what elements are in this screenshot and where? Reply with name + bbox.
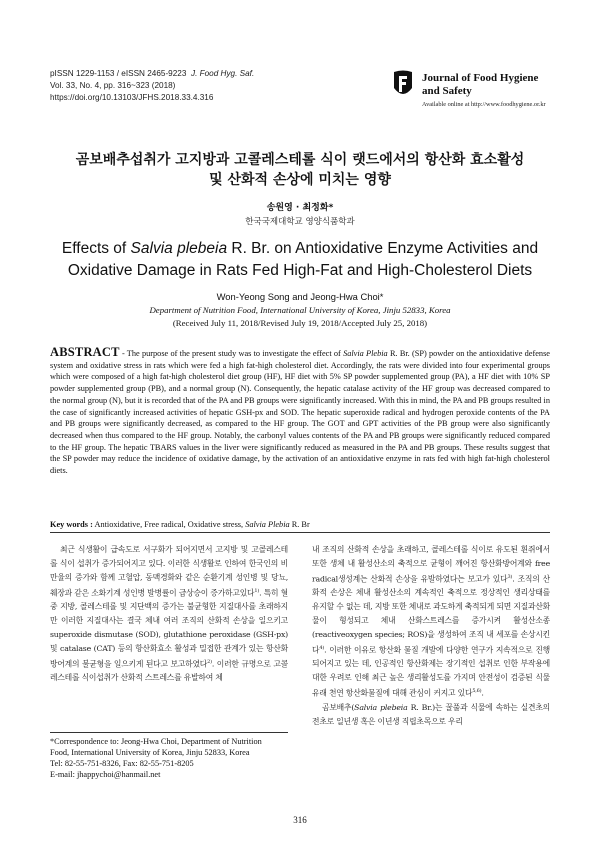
body-paragraph: 내 조직의 산화적 손상을 초래하고, 콜레스테롤 식이로 유도된 흰쥐에서 또한 생체 내 활성산소의 축적으로 균형이 깨어진 항산화방어계와 free radical생성계는 산화적 손상을 유발하였다는 보고가 있다$^{3)}$. 조직의 산화적 손상은 체내 활성산소의 계속적인 축적으로 정상적인 생리상태를 유지할 수 없는 데, 지방 또한 체내로 과도하게 축적되게 되면 지질과산화물이 형성되고 체내 산화스트레스를 증가시켜 활성산소종(reactiveoxygen species; ROS)을 생성하여 조직 내 세포를 손상시킨다$^{4)}$. 이러한 이유로 항산화 물질 개발에 다양한 연구가 지속적으로 진행되어지고 있는 데, 인공적인 항산화제는 장기적인 섭취로 인한 부작용에 대한 우려로 인해 최근 높은 생리활성도를 가지며 안전성이 검증된 식물 유래 천연 항산화물질에 대해 관심이 커지고 있다$^{5,6)}$. (312, 545, 550, 698)
running-header (50, 68, 254, 104)
received-dates: (Received July 11, 2018/Revised July 19, 2018/Accepted July 25, 2018) (172, 318, 428, 328)
abstract-label: ABSTRACT (50, 345, 120, 359)
english-affiliation: Department of Nutrition Food, International University of Korea, Jinju 52833, Korea (149, 305, 451, 315)
footnote-divider (50, 732, 288, 733)
body-column-left (50, 543, 288, 685)
page-number: 316 (293, 815, 307, 825)
keywords: Key words : Antioxidative, Free radical, Oxidative stress, Salvia Plebia R. Br (50, 520, 310, 529)
issn: pISSN 1229-1153 / eISSN 2465-9223 (50, 69, 187, 78)
section-divider (50, 532, 550, 533)
body-column-right (312, 543, 550, 729)
english-authors: Won-Yeong Song and Jeong-Hwa Choi* (216, 291, 384, 302)
journal-logo (392, 70, 414, 100)
volume-info: Vol. 33, No. 4, pp. 316~323 (2018) (50, 81, 176, 90)
keywords-label: Key words : (50, 520, 93, 529)
email-link[interactable]: E-mail: jhappychoi@hanmail.net (50, 770, 161, 779)
korean-affiliation: 한국국제대학교 영양식품학과 (245, 217, 355, 227)
korean-authors: 송원영 · 최정화* (266, 203, 334, 213)
english-title-line2: Oxidative Damage in Rats Fed High-Fat and High-Cholesterol Diets (67, 262, 533, 279)
journal-name: Journal of Food Hygiene and Safety (422, 72, 539, 97)
body-paragraph: 최근 식생활이 급속도로 서구화가 되어지면서 고지방 및 고콜레스테롤 식이 섭취가 증가되어지고 있다. 이러한 식생활로 인하여 한국인의 비만율의 증가와 함께 고혈압, 동맥경화와 같은 순환기계 성인병 및 당뇨, 췌장과 같은 소화기계 성인병 발병률이 급상승이 증가하고있다$^{1)}$. 특히 혈중 지방, 콜레스테롤 및 지단백의 증가는 불균형한 지질대사를 초래하지만 이러한 지질대사는 결국 체내 여러 조직의 산화적 손상을 일으키고 superoxide dismutase (SOD), glutathione peroxidase (GSH-px) 및 catalase (CAT) 등의 항산화효소 활성과 밀접한 관계가 있는 항산화방어계의 불균형을 일으키게 된다고 보고하였다$^{2)}$. 이러한 규명으로 고콜레스테롤 식이섭취가 산화적 스트레스를 유발하여 체 (50, 545, 288, 683)
available-online[interactable]: Available online at http://www.foodhygiene.or.kr (422, 101, 546, 108)
journal-abbrev: J. Food Hyg. Saf. (190, 69, 255, 78)
korean-title-line2: 및 산화적 손상에 미치는 영향 (209, 172, 391, 188)
correspondence-footnote: *Correspondence to: Jeong-Hwa Choi, Department of Nutrition Food, International University of Korea, Jinju 52833, Korea Tel: 82-55-751-8326, Fax: 82-55-751-8205 E-mail: jhappychoi@hanmail.net (50, 736, 300, 780)
body-paragraph: 곰보배추(Salvia plebeia R. Br.)는 꿀풀과 식물에 속하는 실견초의 전초로 일년생 혹은 이년생 직립초목으로 우리 (312, 702, 550, 726)
korean-title-line1: 곰보배추섭취가 고지방과 고콜레스테롤 식이 랫드에서의 항산화 효소활성 (75, 152, 525, 168)
abstract: ABSTRACT - The purpose of the present study was to investigate the effect of Salvia Plebia R. Br. (SP) powder on the antioxidative defense system and oxidative stress in rats which were fed a high fat-high cholesterol diet. Accordingly, the rats were divided into four experimental groups which were composed of a high fat-high cholesterol diet group (HF), HF diet with 5% SP powder supplemented group (PA), a HF diet with 10% SP powder supplemented group (PB), and a normal group (N). Consequently, the hepatic catalase activity of the HF group was decreased compared to the normal group (N), but it is recorded that of the PA and PB groups were significantly increased. With this in mind, the PA and PB groups resulted in the case of significantly increased activities of hepatic GSH-px and SOD. The hepatic superoxide radical and hydrogen peroxide contents of the PA and PB groups were significantly decreased, as compared to the HF group. The GOT and GPT activities of the PB group were also significantly decreased when thus compared to the HF group. Notably, the carbonyl values contents of the PA and PB groups were significantly reduced compared to the HF group. The hepatic TBARS values in the liver were significantly reduced as measured in the PA and PB groups. These results suggest that the SP powder may reduce the incidence of oxidative damage, by the activation of an antioxidative enzyme in rats fed with high fat-high cholesterol diets. (50, 345, 550, 476)
english-title-line1: Effects of Salvia plebeia R. Br. on Antioxidative Enzyme Activities and (61, 240, 539, 257)
doi-link[interactable]: https://doi.org/10.13103/JFHS.2018.33.4.316 (50, 93, 214, 102)
